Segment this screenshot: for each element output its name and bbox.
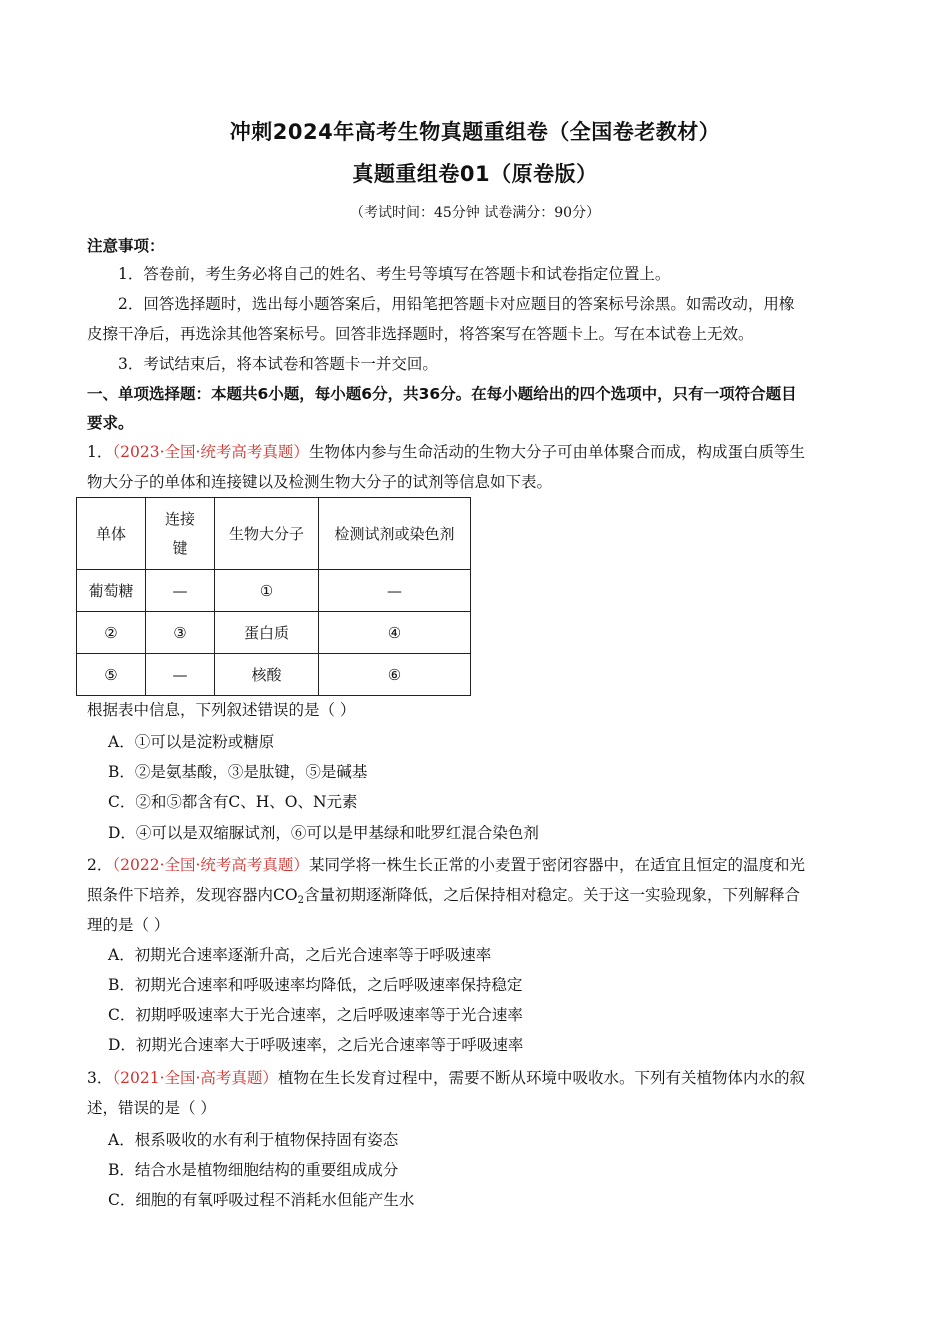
- question-1-prompt: 根据表中信息，下列叙述错误的是（ ）: [87, 701, 356, 719]
- table-cell: —: [146, 654, 215, 696]
- question-1-stem: 生物体内参与生命活动的生物大分子可由单体聚合而成，构成蛋白质等生: [308, 443, 805, 461]
- exam-info: （考试时间：45分钟 试卷满分：90分）: [349, 205, 601, 221]
- question-3-option-a[interactable]: A．根系吸收的水有利于植物保持固有姿态: [108, 1131, 399, 1149]
- question-1-number: 1．: [87, 443, 113, 461]
- table-header-cell: 检测试剂或染色剂: [319, 498, 471, 570]
- question-2-source: （2022·全国·统考高考真题）: [112, 856, 309, 874]
- table-cell: —: [319, 570, 471, 612]
- table-cell: ④: [319, 612, 471, 654]
- table-cell: ③: [146, 612, 215, 654]
- question-2-option-c[interactable]: C．初期呼吸速率大于光合速率，之后呼吸速率等于光合速率: [108, 1006, 523, 1024]
- question-3-stem-line-2: 述，错误的是（ ）: [87, 1099, 216, 1117]
- table-cell: —: [146, 570, 215, 612]
- table-header-cell: 单体: [77, 498, 146, 570]
- question-3-number: 3．: [87, 1069, 113, 1087]
- question-3-stem: 植物在生长发育过程中，需要不断从环境中吸收水。下列有关植物体内水的叙: [277, 1069, 805, 1087]
- table-row: [77, 612, 471, 654]
- question-2-stem-part-b: 含量初期逐渐降低，之后保持相对稳定。关于这一实验现象，下列解释合: [303, 886, 800, 904]
- notes-heading: 注意事项：: [87, 237, 165, 255]
- question-3-option-b[interactable]: B．结合水是植物细胞结构的重要组成成分: [108, 1161, 399, 1179]
- question-1-stem-line-1: [87, 440, 805, 462]
- question-1-option-c[interactable]: C．②和⑤都含有C、H、O、N元素: [108, 793, 358, 811]
- question-3-option-c[interactable]: C．细胞的有氧呼吸过程不消耗水但能产生水: [108, 1191, 415, 1209]
- table-header-text: 键: [172, 538, 188, 557]
- question-3-stem-line-1: [87, 1066, 805, 1088]
- co2-subscript: 2: [297, 895, 304, 906]
- question-2-stem: 某同学将一株生长正常的小麦置于密闭容器中，在适宜且恒定的温度和光: [308, 856, 805, 874]
- question-1-source: （2023·全国·统考高考真题）: [112, 443, 309, 461]
- question-1-option-a[interactable]: A．①可以是淀粉或糖原: [108, 733, 275, 751]
- section-heading-line-1: 一、单项选择题：本题共6小题，每小题6分，共36分。在每小题给出的四个选项中，只有一项符合题目: [87, 385, 797, 403]
- notes-item-3: 3．考试结束后，将本试卷和答题卡一并交回。: [118, 355, 438, 373]
- table-row: [77, 570, 471, 612]
- question-1-table: [76, 497, 471, 696]
- question-2-number: 2．: [87, 856, 113, 874]
- table-cell: 核酸: [215, 654, 319, 696]
- question-2-option-d[interactable]: D．初期光合速率大于呼吸速率，之后光合速率等于呼吸速率: [108, 1036, 524, 1054]
- table-header-cell: [146, 498, 215, 570]
- notes-item-2-line-1: 2．回答选择题时，选出每小题答案后，用铅笔把答题卡对应题目的答案标号涂黑。如需改动，用橡: [118, 295, 795, 313]
- question-2-option-a[interactable]: A．初期光合速率逐渐升高，之后光合速率等于呼吸速率: [108, 946, 492, 964]
- question-3-source: （2021·全国·高考真题）: [112, 1069, 278, 1087]
- table-header-cell: 生物大分子: [215, 498, 319, 570]
- question-1-option-b[interactable]: B．②是氨基酸，③是肽键，⑤是碱基: [108, 763, 368, 781]
- table-cell: 葡萄糖: [77, 570, 146, 612]
- page-title: 冲刺2024年高考生物真题重组卷（全国卷老教材）: [229, 120, 721, 144]
- table-cell: ⑥: [319, 654, 471, 696]
- page-subtitle: 真题重组卷01（原卷版）: [352, 162, 598, 186]
- table-cell: ②: [77, 612, 146, 654]
- question-2-stem-line-3: 理的是（ ）: [87, 916, 170, 934]
- section-heading-line-2: 要求。: [87, 414, 134, 432]
- question-2-stem-part-a: 照条件下培养，发现容器内CO: [87, 886, 298, 904]
- question-2-option-b[interactable]: B．初期光合速率和呼吸速率均降低，之后呼吸速率保持稳定: [108, 976, 523, 994]
- table-cell: 蛋白质: [215, 612, 319, 654]
- question-1-option-d[interactable]: D．④可以是双缩脲试剂，⑥可以是甲基绿和吡罗红混合染色剂: [108, 824, 539, 842]
- table-header-text: 连接: [164, 509, 195, 528]
- table-cell: ①: [215, 570, 319, 612]
- question-1-stem-line-2: 物大分子的单体和连接键以及检测生物大分子的试剂等信息如下表。: [87, 473, 553, 491]
- table-header-row: [77, 498, 471, 570]
- table-row: [77, 654, 471, 696]
- notes-item-2-line-2: 皮擦干净后，再选涂其他答案标号。回答非选择题时，将答案写在答题卡上。写在本试卷上无效。: [87, 325, 754, 343]
- question-2-stem-line-2: [87, 883, 800, 906]
- table-cell: ⑤: [77, 654, 146, 696]
- notes-item-1: 1．答卷前，考生务必将自己的姓名、考生号等填写在答题卡和试卷指定位置上。: [118, 265, 671, 283]
- question-2-stem-line-1: [87, 853, 805, 875]
